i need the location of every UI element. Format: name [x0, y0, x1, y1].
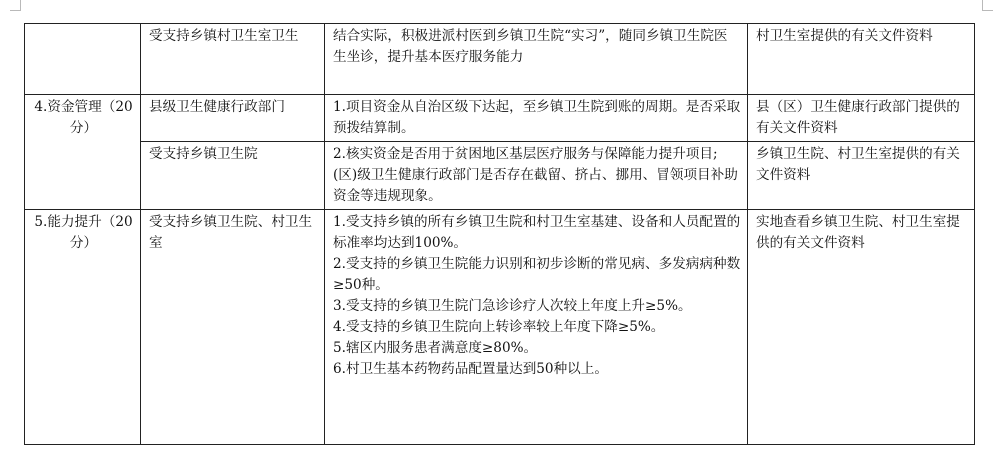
content-cell [325, 24, 748, 95]
category-cell: 5.能力提升（20分） [25, 210, 141, 445]
content-line: 5.辖区内服务患者满意度≥80%。 [333, 340, 538, 356]
content-line: 2.受支持的乡镇卫生院能力识别和初步诊断的常见病、多发病病种数≥50种。 [333, 256, 741, 293]
content-cell [325, 210, 748, 445]
evaluation-table [24, 23, 975, 445]
content-line: 6.村卫生基本药物药品配置量达到50种以上。 [333, 361, 608, 377]
table-row [25, 95, 975, 142]
content-line: 3.受支持的乡镇卫生院门急诊诊疗人次较上年度上升≥5%。 [333, 298, 692, 314]
content-cell [325, 95, 748, 142]
content-line: 结合实际，积极进派村医到乡镇卫生院“实习”，随同乡镇卫生院医生坐诊，提升基本医疗服务能力 [333, 28, 728, 65]
content-line: 2.核实资金是否用于贫困地区基层医疗服务与保障能力提升项目;(区)级卫生健康行政部门是否存在截留、挤占、挪用、冒领项目补助资金等违规现象。 [333, 146, 738, 204]
table-row [25, 142, 975, 210]
category-cell [25, 24, 141, 95]
method-cell: 县（区）卫生健康行政部门提供的有关文件资料 [748, 95, 975, 142]
object-cell: 县级卫生健康行政部门 [141, 95, 325, 142]
method-cell: 乡镇卫生院、村卫生室提供的有关文件资料 [748, 142, 975, 210]
content-line: 4.受支持的乡镇卫生院向上转诊率较上年度下降≥5%。 [333, 319, 665, 335]
object-cell: 受支持乡镇卫生院、村卫生室 [141, 210, 325, 445]
content-line: 1.项目资金从自治区级下达起，至乡镇卫生院到账的周期。是否采取预拨结算制。 [333, 99, 741, 136]
page-corner-mark-left [10, 0, 21, 11]
category-cell: 4.资金管理（20分） [25, 95, 141, 210]
method-cell: 村卫生室提供的有关文件资料 [748, 24, 975, 95]
object-cell: 受支持乡镇村卫生室卫生 [141, 24, 325, 95]
table-row [25, 210, 975, 445]
table-row [25, 24, 975, 95]
content-cell [325, 142, 748, 210]
page-corner-mark-right [982, 0, 993, 11]
content-line: 1.受支持乡镇的所有乡镇卫生院和村卫生室基建、设备和人员配置的标准率均达到100%。 [333, 214, 741, 251]
method-cell: 实地查看乡镇卫生院、村卫生室提供的有关文件资料 [748, 210, 975, 445]
object-cell: 受支持乡镇卫生院 [141, 142, 325, 210]
